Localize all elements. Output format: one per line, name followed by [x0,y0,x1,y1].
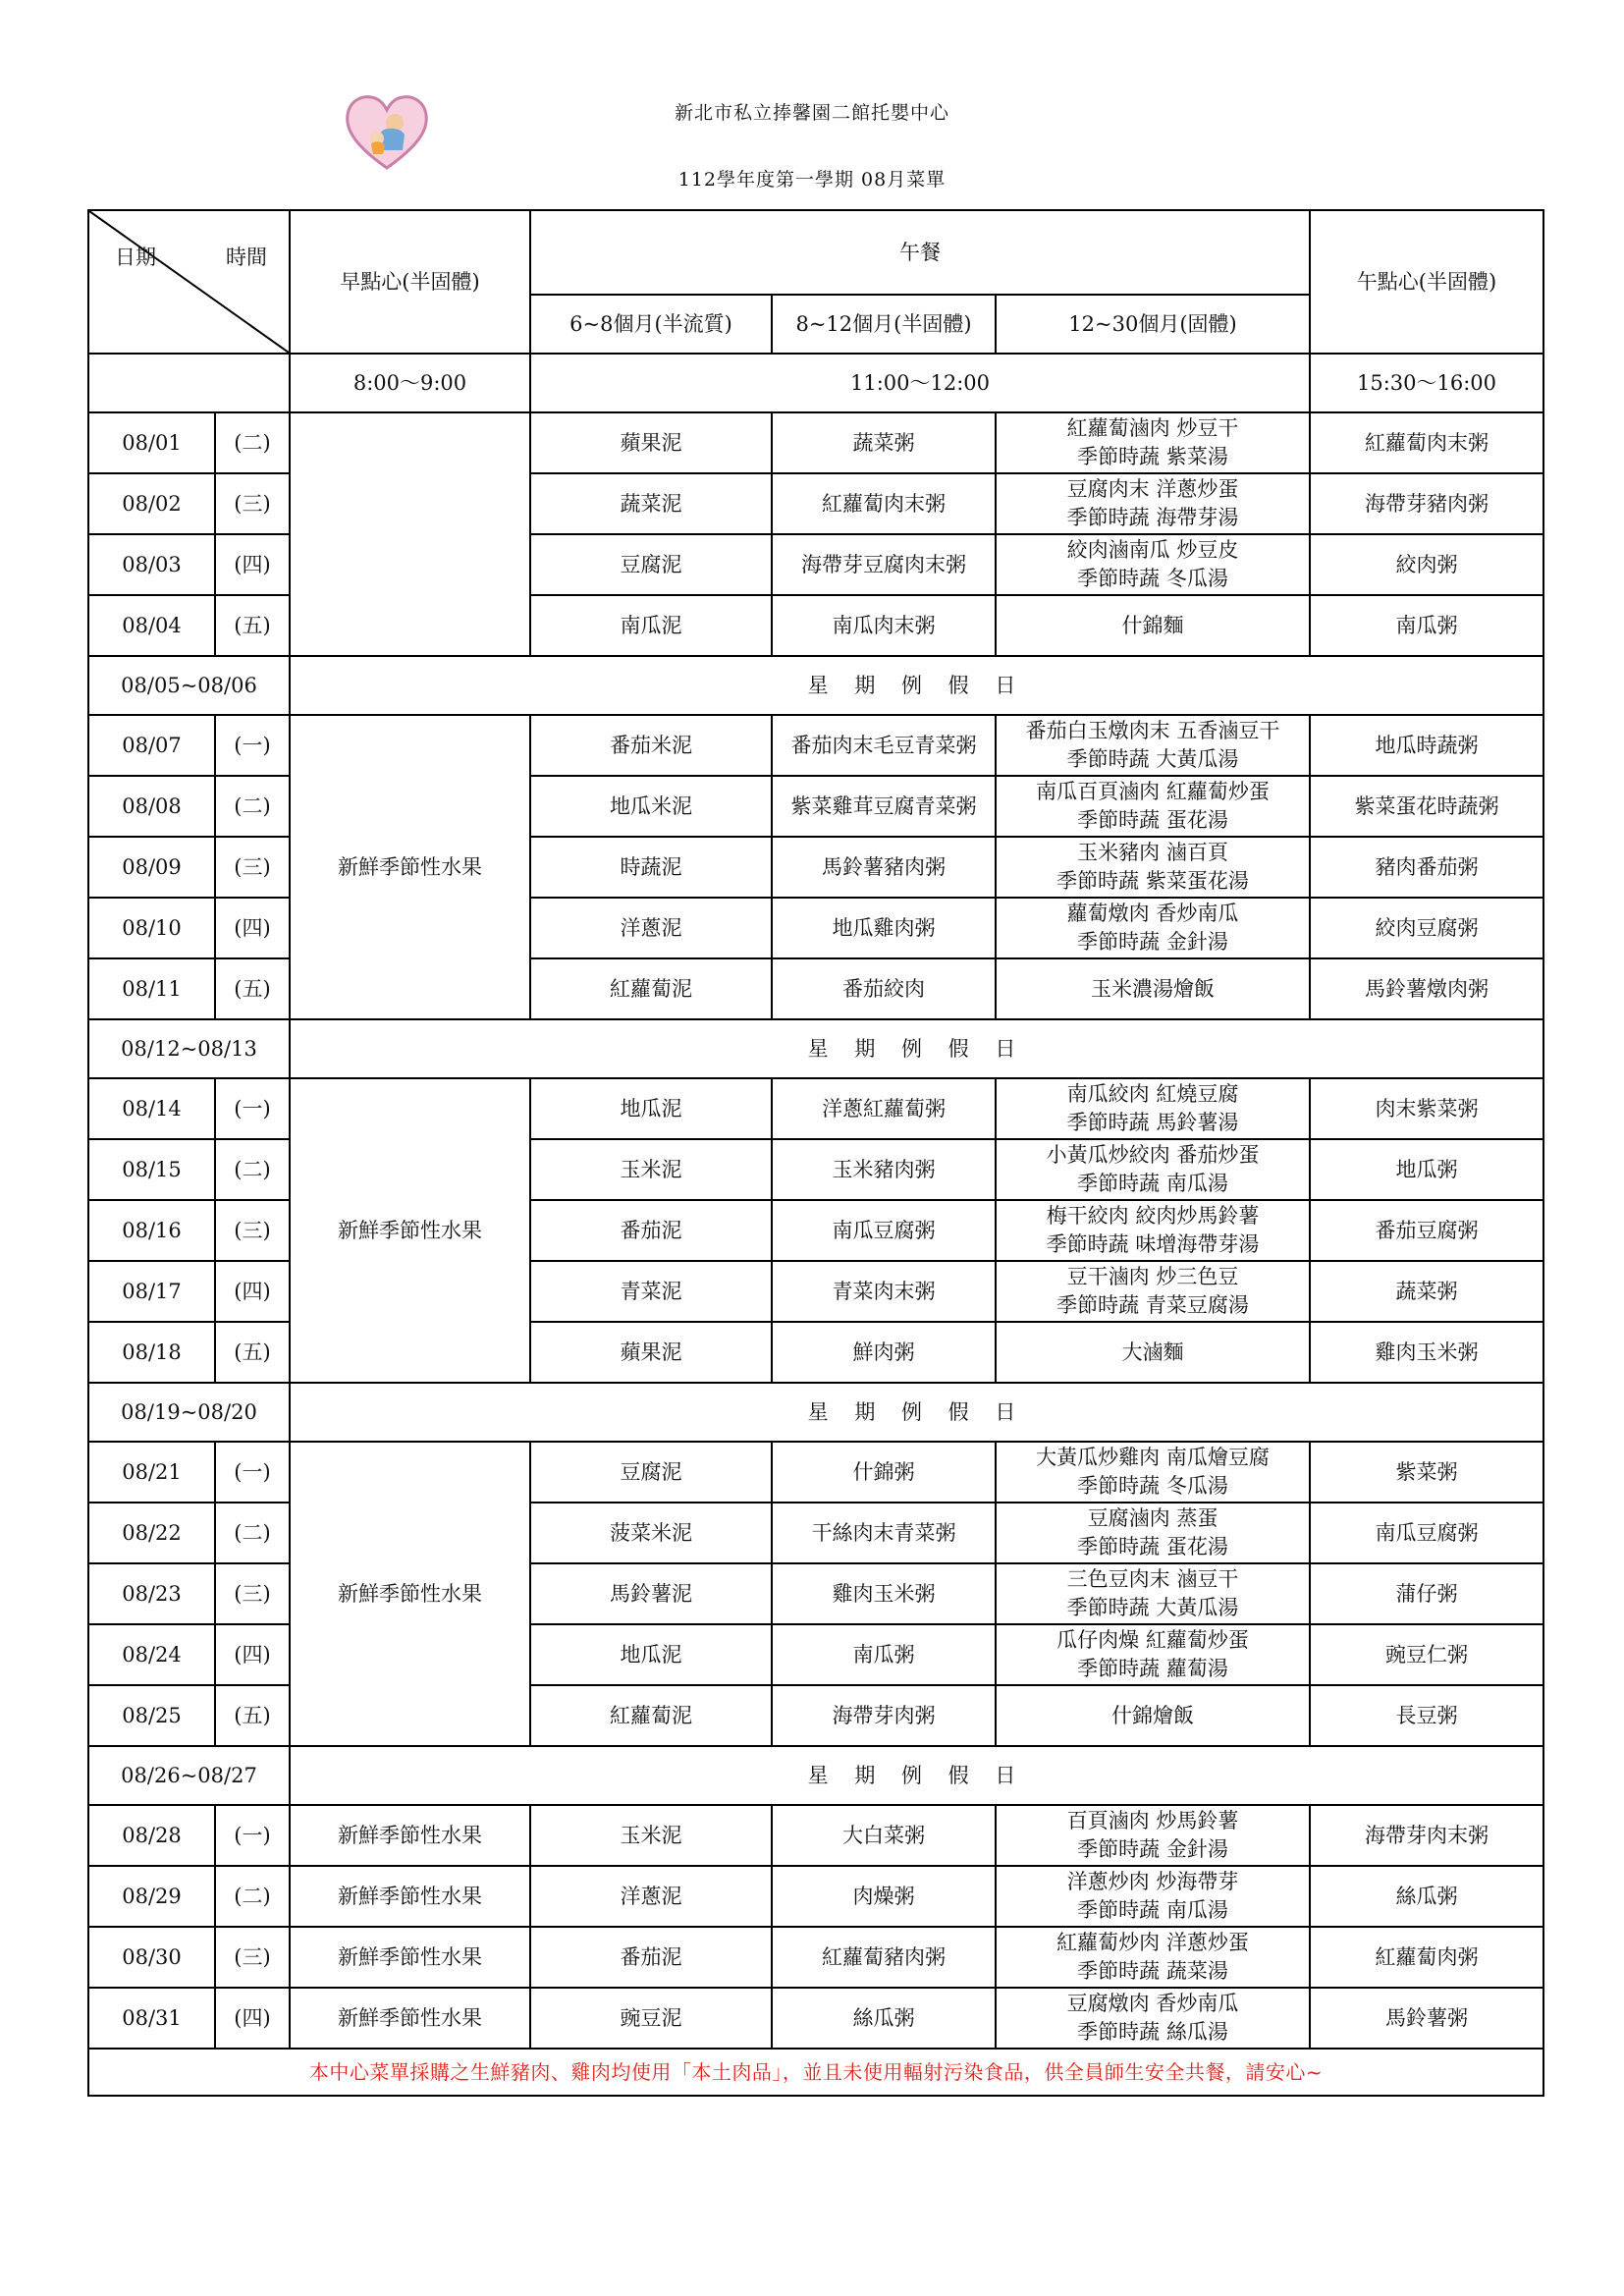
breakfast-cell: 新鮮季節性水果 [290,1078,530,1383]
lunch-8-12-cell: 大白菜粥 [772,1805,996,1866]
lunch-12-30-line1: 什錦燴飯 [1111,1703,1194,1727]
weekday-cell: (一) [215,715,290,776]
lunch-8-12-cell: 地瓜雞肉粥 [772,898,996,958]
breakfast-cell: 新鮮季節性水果 [290,1988,530,2049]
date-cell: 08/04 [88,595,215,656]
lunch-6-8-cell: 豌豆泥 [530,1988,772,2049]
weekday-cell: (四) [215,1988,290,2049]
weekday-cell: (五) [215,1685,290,1746]
menu-row [88,1078,1543,1139]
lunch-8-12-cell: 雞肉玉米粥 [772,1563,996,1624]
lunch-12-30-cell [996,898,1310,958]
date-cell: 08/21 [88,1442,215,1503]
lunch-12-30-cell [996,1805,1310,1866]
menu-row [88,1442,1543,1503]
lunch-12-30-line1: 紅蘿蔔炒肉 洋蔥炒蛋 [1056,1931,1249,1954]
date-cell: 08/22 [88,1503,215,1563]
lunch-12-30-line2: 季節時蔬 味增海帶芽湯 [1046,1232,1260,1256]
afternoon-cell: 地瓜粥 [1310,1139,1543,1200]
lunch-12-30-line2: 季節時蔬 金針湯 [1077,1837,1228,1861]
lunch-12-30-line1: 什錦麵 [1121,613,1184,637]
weekday-cell: (四) [215,1261,290,1322]
menu-title: 112學年度第一學期 08月菜單 [677,169,947,191]
date-cell: 08/25 [88,1685,215,1746]
lunch-12-30-cell [996,1685,1310,1746]
lunch-12-30-line1: 大黃瓜炒雞肉 南瓜燴豆腐 [1036,1446,1270,1469]
center-name: 新北市私立捧馨園二館托嬰中心 [674,102,949,124]
lunch-12-30-line2: 季節時蔬 紫菜湯 [1077,445,1228,468]
lunch-12-30-line2: 季節時蔬 冬瓜湯 [1077,567,1228,590]
lunch-12-30-cell [996,958,1310,1019]
lunch-12-30-line2: 季節時蔬 大黃瓜湯 [1066,1596,1239,1619]
date-cell: 08/03 [88,534,215,595]
lunch-8-12-cell: 蔬菜粥 [772,412,996,473]
breakfast-cell: 新鮮季節性水果 [290,1442,530,1746]
weekday-cell: (一) [215,1078,290,1139]
time-row-blank [88,354,290,412]
lunch-12-30-cell [996,1988,1310,2049]
lunch-12-30-cell [996,1563,1310,1624]
lunch-12-30-line1: 豆腐燉肉 香炒南瓜 [1066,1992,1239,2015]
afternoon-cell: 番茄豆腐粥 [1310,1200,1543,1261]
lunch-6-8-cell: 紅蘿蔔泥 [530,1685,772,1746]
lunch-12-30-line1: 百頁滷肉 炒馬鈴薯 [1066,1809,1239,1832]
lunch-6-8-cell: 洋蔥泥 [530,898,772,958]
lunch-12-30-cell [996,776,1310,837]
lunch-8-12-cell: 馬鈴薯豬肉粥 [772,837,996,898]
lunch-12-30-cell [996,534,1310,595]
breakfast-header: 早點心(半固體) [290,210,530,354]
date-cell: 08/18 [88,1322,215,1383]
weekday-cell: (二) [215,776,290,837]
lunch-8-12-cell: 南瓜粥 [772,1624,996,1685]
lunch-6-8-cell: 豆腐泥 [530,1442,772,1503]
afternoon-cell: 馬鈴薯粥 [1310,1988,1543,2049]
lunch-12-30-cell [996,1442,1310,1503]
afternoon-cell: 地瓜時蔬粥 [1310,715,1543,776]
lunch-6-8-cell: 蘋果泥 [530,1322,772,1383]
menu-row [88,412,1543,473]
afternoon-cell: 紅蘿蔔肉末粥 [1310,412,1543,473]
lunch-12-30-cell [996,412,1310,473]
weekday-cell: (五) [215,958,290,1019]
lunch-6-8-cell: 地瓜泥 [530,1624,772,1685]
holiday-row [88,656,1543,715]
lunch-12-30-line1: 南瓜絞肉 紅燒豆腐 [1066,1082,1239,1106]
lunch-8-12-cell: 干絲肉末青菜粥 [772,1503,996,1563]
lunch-12-30-line2: 季節時蔬 絲瓜湯 [1077,2020,1228,2044]
weekday-cell: (一) [215,1442,290,1503]
lunch-6-8-cell: 青菜泥 [530,1261,772,1322]
breakfast-time: 8:00～9:00 [290,354,530,412]
lunch-8-12-cell: 番茄肉末毛豆青菜粥 [772,715,996,776]
lunch-12-30-line1: 番茄白玉燉肉末 五香滷豆干 [1025,719,1280,742]
lunch-6-8-cell: 蘋果泥 [530,412,772,473]
lunch-12-30-line2: 季節時蔬 蛋花湯 [1077,1535,1228,1558]
holiday-row [88,1019,1543,1078]
weekday-cell: (三) [215,1200,290,1261]
lunch-12-30-header: 12~30個月(固體) [996,295,1310,354]
lunch-8-12-cell: 鮮肉粥 [772,1322,996,1383]
lunch-12-30-line1: 瓜仔肉燥 紅蘿蔔炒蛋 [1056,1628,1249,1652]
lunch-12-30-cell [996,1078,1310,1139]
breakfast-cell: 新鮮季節性水果 [290,1866,530,1927]
afternoon-cell: 絞肉豆腐粥 [1310,898,1543,958]
breakfast-cell: 新鮮季節性水果 [290,715,530,1019]
weekday-cell: (五) [215,1322,290,1383]
menu-row [88,1805,1543,1866]
lunch-12-30-line2: 季節時蔬 蔬菜湯 [1077,1959,1228,1983]
weekday-cell: (三) [215,473,290,534]
afternoon-cell: 海帶芽肉末粥 [1310,1805,1543,1866]
lunch-12-30-cell [996,1139,1310,1200]
lunch-12-30-cell [996,1624,1310,1685]
lunch-6-8-cell: 玉米泥 [530,1805,772,1866]
weekday-cell: (四) [215,534,290,595]
afternoon-cell: 南瓜豆腐粥 [1310,1503,1543,1563]
afternoon-cell: 馬鈴薯燉肉粥 [1310,958,1543,1019]
lunch-6-8-cell: 番茄泥 [530,1200,772,1261]
lunch-12-30-line2: 季節時蔬 紫菜蛋花湯 [1056,869,1249,893]
lunch-6-8-cell: 地瓜米泥 [530,776,772,837]
afternoon-cell: 肉末紫菜粥 [1310,1078,1543,1139]
date-cell: 08/23 [88,1563,215,1624]
lunch-12-30-line2: 季節時蔬 南瓜湯 [1077,1898,1228,1922]
lunch-12-30-line1: 絞肉滷南瓜 炒豆皮 [1066,538,1239,562]
lunch-8-12-cell: 絲瓜粥 [772,1988,996,2049]
lunch-6-8-cell: 紅蘿蔔泥 [530,958,772,1019]
lunch-12-30-line1: 紅蘿蔔滷肉 炒豆干 [1066,416,1239,440]
lunch-12-30-cell [996,1866,1310,1927]
date-cell: 08/29 [88,1866,215,1927]
lunch-8-12-cell: 洋蔥紅蘿蔔粥 [772,1078,996,1139]
lunch-12-30-line1: 大滷麵 [1121,1339,1184,1364]
lunch-12-30-line2: 季節時蔬 蘿蔔湯 [1077,1657,1228,1680]
weekday-cell: (二) [215,412,290,473]
date-time-header [88,210,290,354]
lunch-8-12-cell: 海帶芽肉粥 [772,1685,996,1746]
lunch-12-30-line1: 洋蔥炒肉 炒海帶芽 [1066,1870,1239,1893]
lunch-12-30-line1: 蘿蔔燉肉 香炒南瓜 [1066,902,1239,925]
weekday-cell: (三) [215,1563,290,1624]
weekday-cell: (三) [215,1927,290,1988]
lunch-6-8-cell: 菠菜米泥 [530,1503,772,1563]
breakfast-cell: 新鮮季節性水果 [290,1927,530,1988]
date-cell: 08/24 [88,1624,215,1685]
lunch-6-8-cell: 番茄泥 [530,1927,772,1988]
afternoon-header: 午點心(半固體) [1310,210,1543,354]
lunch-12-30-line1: 小黃瓜炒絞肉 番茄炒蛋 [1046,1143,1260,1167]
lunch-8-12-cell: 海帶芽豆腐肉末粥 [772,534,996,595]
lunch-6-8-cell: 蔬菜泥 [530,473,772,534]
lunch-8-12-cell: 南瓜肉末粥 [772,595,996,656]
holiday-dates: 08/05~08/06 [88,656,290,715]
lunch-6-8-cell: 地瓜泥 [530,1078,772,1139]
date-cell: 08/11 [88,958,215,1019]
lunch-6-8-cell: 南瓜泥 [530,595,772,656]
lunch-12-30-line1: 三色豆肉末 滷豆干 [1066,1567,1239,1591]
lunch-6-8-cell: 時蔬泥 [530,837,772,898]
holiday-dates: 08/19~08/20 [88,1383,290,1442]
afternoon-cell: 豌豆仁粥 [1310,1624,1543,1685]
afternoon-cell: 雞肉玉米粥 [1310,1322,1543,1383]
lunch-12-30-line1: 南瓜百頁滷肉 紅蘿蔔炒蛋 [1036,780,1270,803]
weekday-cell: (一) [215,1805,290,1866]
weekday-cell: (二) [215,1139,290,1200]
lunch-8-12-header: 8~12個月(半固體) [772,295,996,354]
lunch-12-30-line1: 豆干滷肉 炒三色豆 [1066,1265,1239,1288]
lunch-12-30-line2: 季節時蔬 蛋花湯 [1077,808,1228,832]
lunch-12-30-line1: 玉米濃湯燴飯 [1091,976,1215,1001]
date-cell: 08/17 [88,1261,215,1322]
afternoon-time: 15:30～16:00 [1310,354,1543,412]
holiday-dates: 08/12~08/13 [88,1019,290,1078]
afternoon-cell: 蔬菜粥 [1310,1261,1543,1322]
lunch-6-8-cell: 洋蔥泥 [530,1866,772,1927]
afternoon-cell: 絞肉粥 [1310,534,1543,595]
weekday-cell: (三) [215,837,290,898]
lunch-12-30-line1: 玉米豬肉 滷百頁 [1077,841,1228,864]
afternoon-cell: 紅蘿蔔肉粥 [1310,1927,1543,1988]
afternoon-cell: 紫菜蛋花時蔬粥 [1310,776,1543,837]
lunch-12-30-line1: 豆腐肉末 洋蔥炒蛋 [1066,477,1239,501]
lunch-12-30-cell [996,1261,1310,1322]
holiday-label: 星 期 例 假 日 [290,1746,1543,1805]
menu-table [87,209,1544,2097]
menu-row [88,715,1543,776]
lunch-6-8-cell: 番茄米泥 [530,715,772,776]
holiday-row [88,1746,1543,1805]
lunch-8-12-cell: 青菜肉末粥 [772,1261,996,1322]
lunch-12-30-line1: 梅干絞肉 絞肉炒馬鈴薯 [1046,1204,1260,1228]
holiday-dates: 08/26~08/27 [88,1746,290,1805]
date-cell: 08/16 [88,1200,215,1261]
lunch-12-30-line2: 季節時蔬 冬瓜湯 [1077,1474,1228,1498]
lunch-header: 午餐 [530,210,1310,295]
menu-row [88,1866,1543,1927]
afternoon-cell: 長豆粥 [1310,1685,1543,1746]
breakfast-cell: 新鮮季節性水果 [290,1805,530,1866]
date-cell: 08/10 [88,898,215,958]
holiday-label: 星 期 例 假 日 [290,656,1543,715]
menu-row [88,1927,1543,1988]
lunch-12-30-line2: 季節時蔬 大黃瓜湯 [1066,747,1239,771]
lunch-6-8-cell: 馬鈴薯泥 [530,1563,772,1624]
afternoon-cell: 絲瓜粥 [1310,1866,1543,1927]
lunch-8-12-cell: 肉燥粥 [772,1866,996,1927]
date-cell: 08/01 [88,412,215,473]
lunch-12-30-cell [996,1503,1310,1563]
lunch-12-30-cell [996,473,1310,534]
lunch-12-30-line2: 季節時蔬 海帶芽湯 [1066,506,1239,529]
afternoon-cell: 紫菜粥 [1310,1442,1543,1503]
weekday-cell: (二) [215,1866,290,1927]
weekday-cell: (四) [215,898,290,958]
lunch-8-12-cell: 玉米豬肉粥 [772,1139,996,1200]
breakfast-cell-empty [290,412,530,656]
date-cell: 08/30 [88,1927,215,1988]
weekday-cell: (五) [215,595,290,656]
lunch-6-8-header: 6~8個月(半流質) [530,295,772,354]
date-cell: 08/28 [88,1805,215,1866]
holiday-label: 星 期 例 假 日 [290,1383,1543,1442]
date-cell: 08/02 [88,473,215,534]
date-cell: 08/31 [88,1988,215,2049]
lunch-12-30-line2: 季節時蔬 青菜豆腐湯 [1056,1293,1249,1317]
lunch-8-12-cell: 南瓜豆腐粥 [772,1200,996,1261]
lunch-8-12-cell: 番茄絞肉 [772,958,996,1019]
holiday-label: 星 期 例 假 日 [290,1019,1543,1078]
lunch-12-30-cell [996,1200,1310,1261]
lunch-8-12-cell: 什錦粥 [772,1442,996,1503]
afternoon-cell: 蒲仔粥 [1310,1563,1543,1624]
footer-note: 本中心菜單採購之生鮮豬肉、雞肉均使用「本土肉品」，並且未使用輻射污染食品，供全員師生安全共餐，請安心~ [88,2049,1543,2096]
lunch-8-12-cell: 紅蘿蔔肉末粥 [772,473,996,534]
lunch-12-30-line2: 季節時蔬 南瓜湯 [1077,1172,1228,1195]
lunch-12-30-line1: 豆腐滷肉 蒸蛋 [1087,1506,1218,1530]
afternoon-cell: 海帶芽豬肉粥 [1310,473,1543,534]
date-cell: 08/15 [88,1139,215,1200]
lunch-12-30-cell [996,837,1310,898]
menu-row [88,1988,1543,2049]
date-cell: 08/07 [88,715,215,776]
lunch-time: 11:00～12:00 [530,354,1310,412]
lunch-6-8-cell: 豆腐泥 [530,534,772,595]
afternoon-cell: 南瓜粥 [1310,595,1543,656]
date-label: 日期 [115,246,156,269]
holiday-row [88,1383,1543,1442]
date-cell: 08/14 [88,1078,215,1139]
lunch-8-12-cell: 紫菜雞茸豆腐青菜粥 [772,776,996,837]
afternoon-cell: 豬肉番茄粥 [1310,837,1543,898]
lunch-12-30-line2: 季節時蔬 馬鈴薯湯 [1066,1111,1239,1134]
weekday-cell: (四) [215,1624,290,1685]
lunch-12-30-cell [996,595,1310,656]
lunch-12-30-cell [996,1322,1310,1383]
weekday-cell: (二) [215,1503,290,1563]
lunch-6-8-cell: 玉米泥 [530,1139,772,1200]
lunch-12-30-line2: 季節時蔬 金針湯 [1077,930,1228,954]
date-cell: 08/09 [88,837,215,898]
lunch-8-12-cell: 紅蘿蔔豬肉粥 [772,1927,996,1988]
lunch-12-30-cell [996,715,1310,776]
lunch-12-30-cell [996,1927,1310,1988]
date-cell: 08/08 [88,776,215,837]
time-label: 時間 [226,246,267,269]
